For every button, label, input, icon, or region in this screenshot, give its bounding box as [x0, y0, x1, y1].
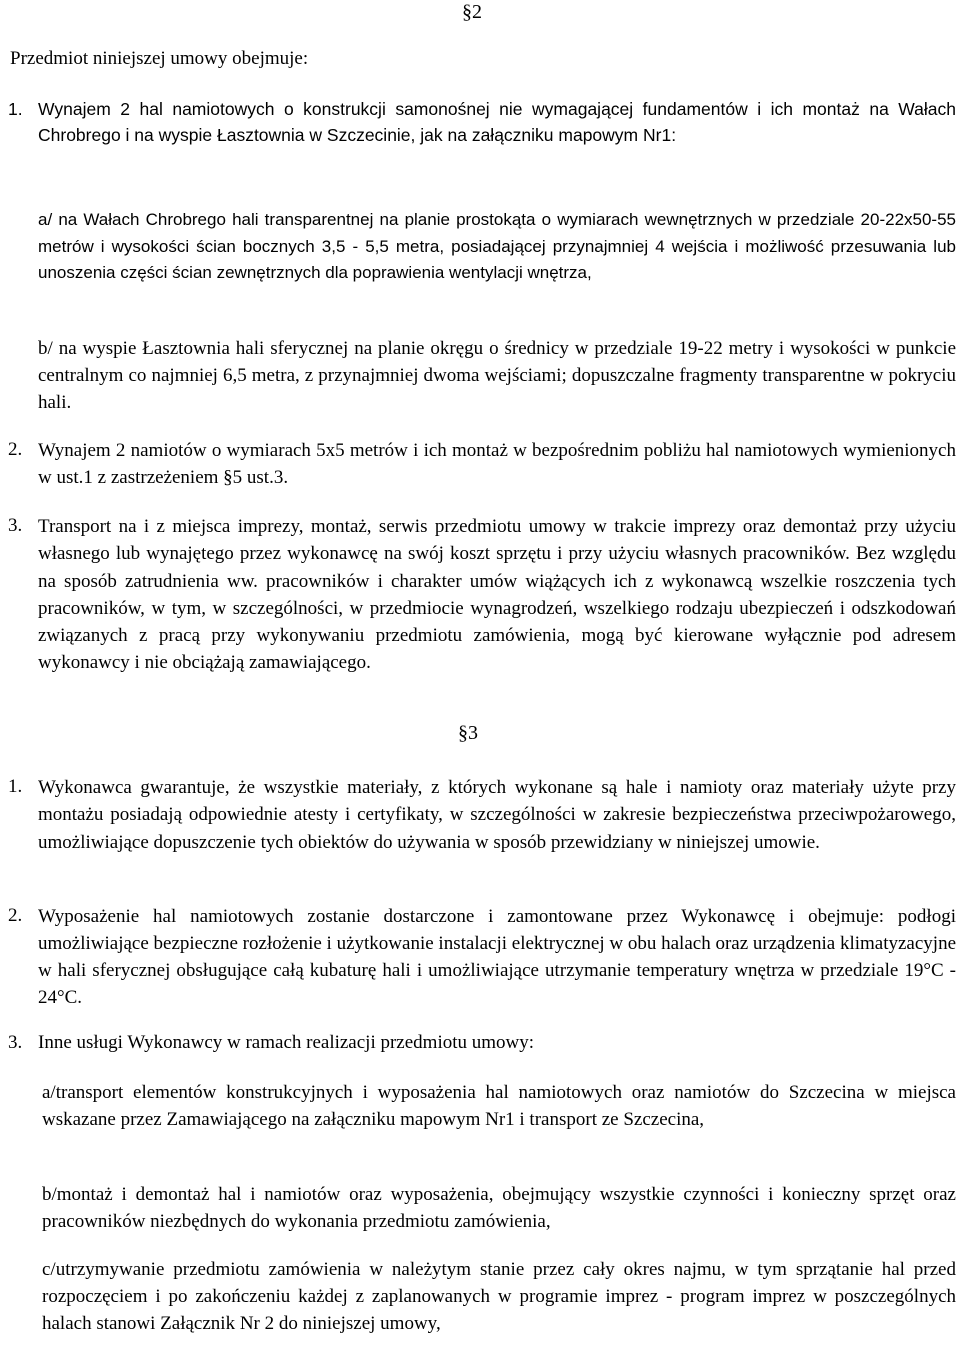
s2-item2-number: 2. [8, 439, 23, 460]
s3-item2-text: Wyposażenie hal namiotowych zostanie dostarczone i zamontowane przez Wykonawcę i obejmuje: podłogi umożliwiające bezpieczne rozłożenie i użytkowanie instalacji elektrycznej w obu halach oraz urządzenia klimatyzacyjne w hali sferycznej obsługujące całą kubaturę hali i umożliwiające utrzymanie temperatury wnętrza w przedziale 19°C - 24°C. [38, 906, 956, 1008]
s3-item3-number: 3. [8, 1032, 23, 1053]
section-3-heading: §3 [458, 722, 478, 744]
s2-item1-text: Wynajem 2 hal namiotowych o konstrukcji samonośnej nie wymagającej fundamentów i ich montaż na Wałach Chrobrego i na wyspie Łasztownia w Szczecinie, jak na załączniku mapowym Nr1: [38, 99, 956, 145]
s3-item1-number: 1. [8, 776, 23, 797]
s2-item3-number: 3. [8, 515, 23, 536]
s3-item1-text: Wykonawca gwarantuje, że wszystkie materiały, z których wykonane są hale i namioty oraz materiały użyte przy montażu posiadają odpowiednie atesty i certyfikaty, w szczególności w zakresie bezpieczeństwa przeciwpożarowego, umożliwiające dopuszczenie tych obiektów do używania w sposób przewidziany w niniejszej umowie. [38, 777, 956, 853]
s2-item1-number: 1. [8, 99, 23, 119]
s3-item2-number: 2. [8, 905, 23, 926]
s3-item3-sub-a: a/transport elementów konstrukcyjnych i wyposażenia hal namiotowych oraz namiotów do Szczecina w miejsca wskazane przez Zamawiającego na załączniku mapowym Nr1 i transport ze Szczecina, [42, 1082, 956, 1130]
section-2-heading: §2 [462, 1, 482, 23]
s3-item3-sub-c: c/utrzymywanie przedmiotu zamówienia w należytym stanie przez cały okres najmu, w tym sprzątanie hal przed rozpoczęciem i po zakończeniu każdej z zaplanowanych w programie imprez - program imprez w poszczególnych halach stanowi Załącznik Nr 2 do niniejszej umowy, [42, 1259, 956, 1334]
s2-item3-text: Transport na i z miejsca imprezy, montaż, serwis przedmiotu umowy w trakcie imprezy oraz demontaż przy użyciu własnego lub wynajętego przez wykonawcę na swój koszt sprzętu i przy użyciu własnych pracowników. Bez względu na sposób zatrudnienia ww. pracowników i charakter umów wiążących ich z wykonawcą wszelkie roszczenia tych pracowników, w tym, w szczególności, w przedmiocie wynagrodzeń, wszelkiego rodzaju ubezpieczeń i odszkodowań związanych z pracą przy wykonywaniu przedmiotu zamówienia, mogą być kierowane wyłącznie pod adresem wykonawcy i nie obciążają zamawiającego. [38, 516, 956, 674]
s3-item3-sub-b: b/montaż i demontaż hal i namiotów oraz wyposażenia, obejmujący wszystkie czynności i konieczny sprzęt oraz pracowników niezbędnych do wykonania przedmiotu zamówienia, [42, 1184, 956, 1232]
s3-item3-text: Inne usługi Wykonawcy w ramach realizacji przedmiotu umowy: [38, 1032, 535, 1053]
s2-item2-text: Wynajem 2 namiotów o wymiarach 5x5 metrów i ich montaż w bezpośrednim pobliżu hal namiotowych wymienionych w ust.1 z zastrzeżeniem §5 ust.3. [38, 440, 956, 488]
s2-item1-sub-b: b/ na wyspie Łasztownia hali sferycznej na planie okręgu o średnicy w przedziale 19-22 metry i wysokości w punkcie centralnym co najmniej 6,5 metra, z przynajmniej dwoma wejściami; dopuszczalne fragmenty transparentne w pokryciu hali. [38, 338, 956, 413]
s2-item1-sub-a: a/ na Wałach Chrobrego hali transparentnej na planie prostokąta o wymiarach wewnętrznych w przedziale 20-22x50-55 metrów i wysokości ścian bocznych 3,5 - 5,5 metra, posiadającej przynajmniej 4 wejścia i możliwość przesuwania lub unoszenia części ścian zewnętrznych dla poprawienia wentylacji wnętrza, [38, 210, 956, 282]
section-2-intro: Przedmiot niniejszej umowy obejmuje: [10, 48, 309, 69]
